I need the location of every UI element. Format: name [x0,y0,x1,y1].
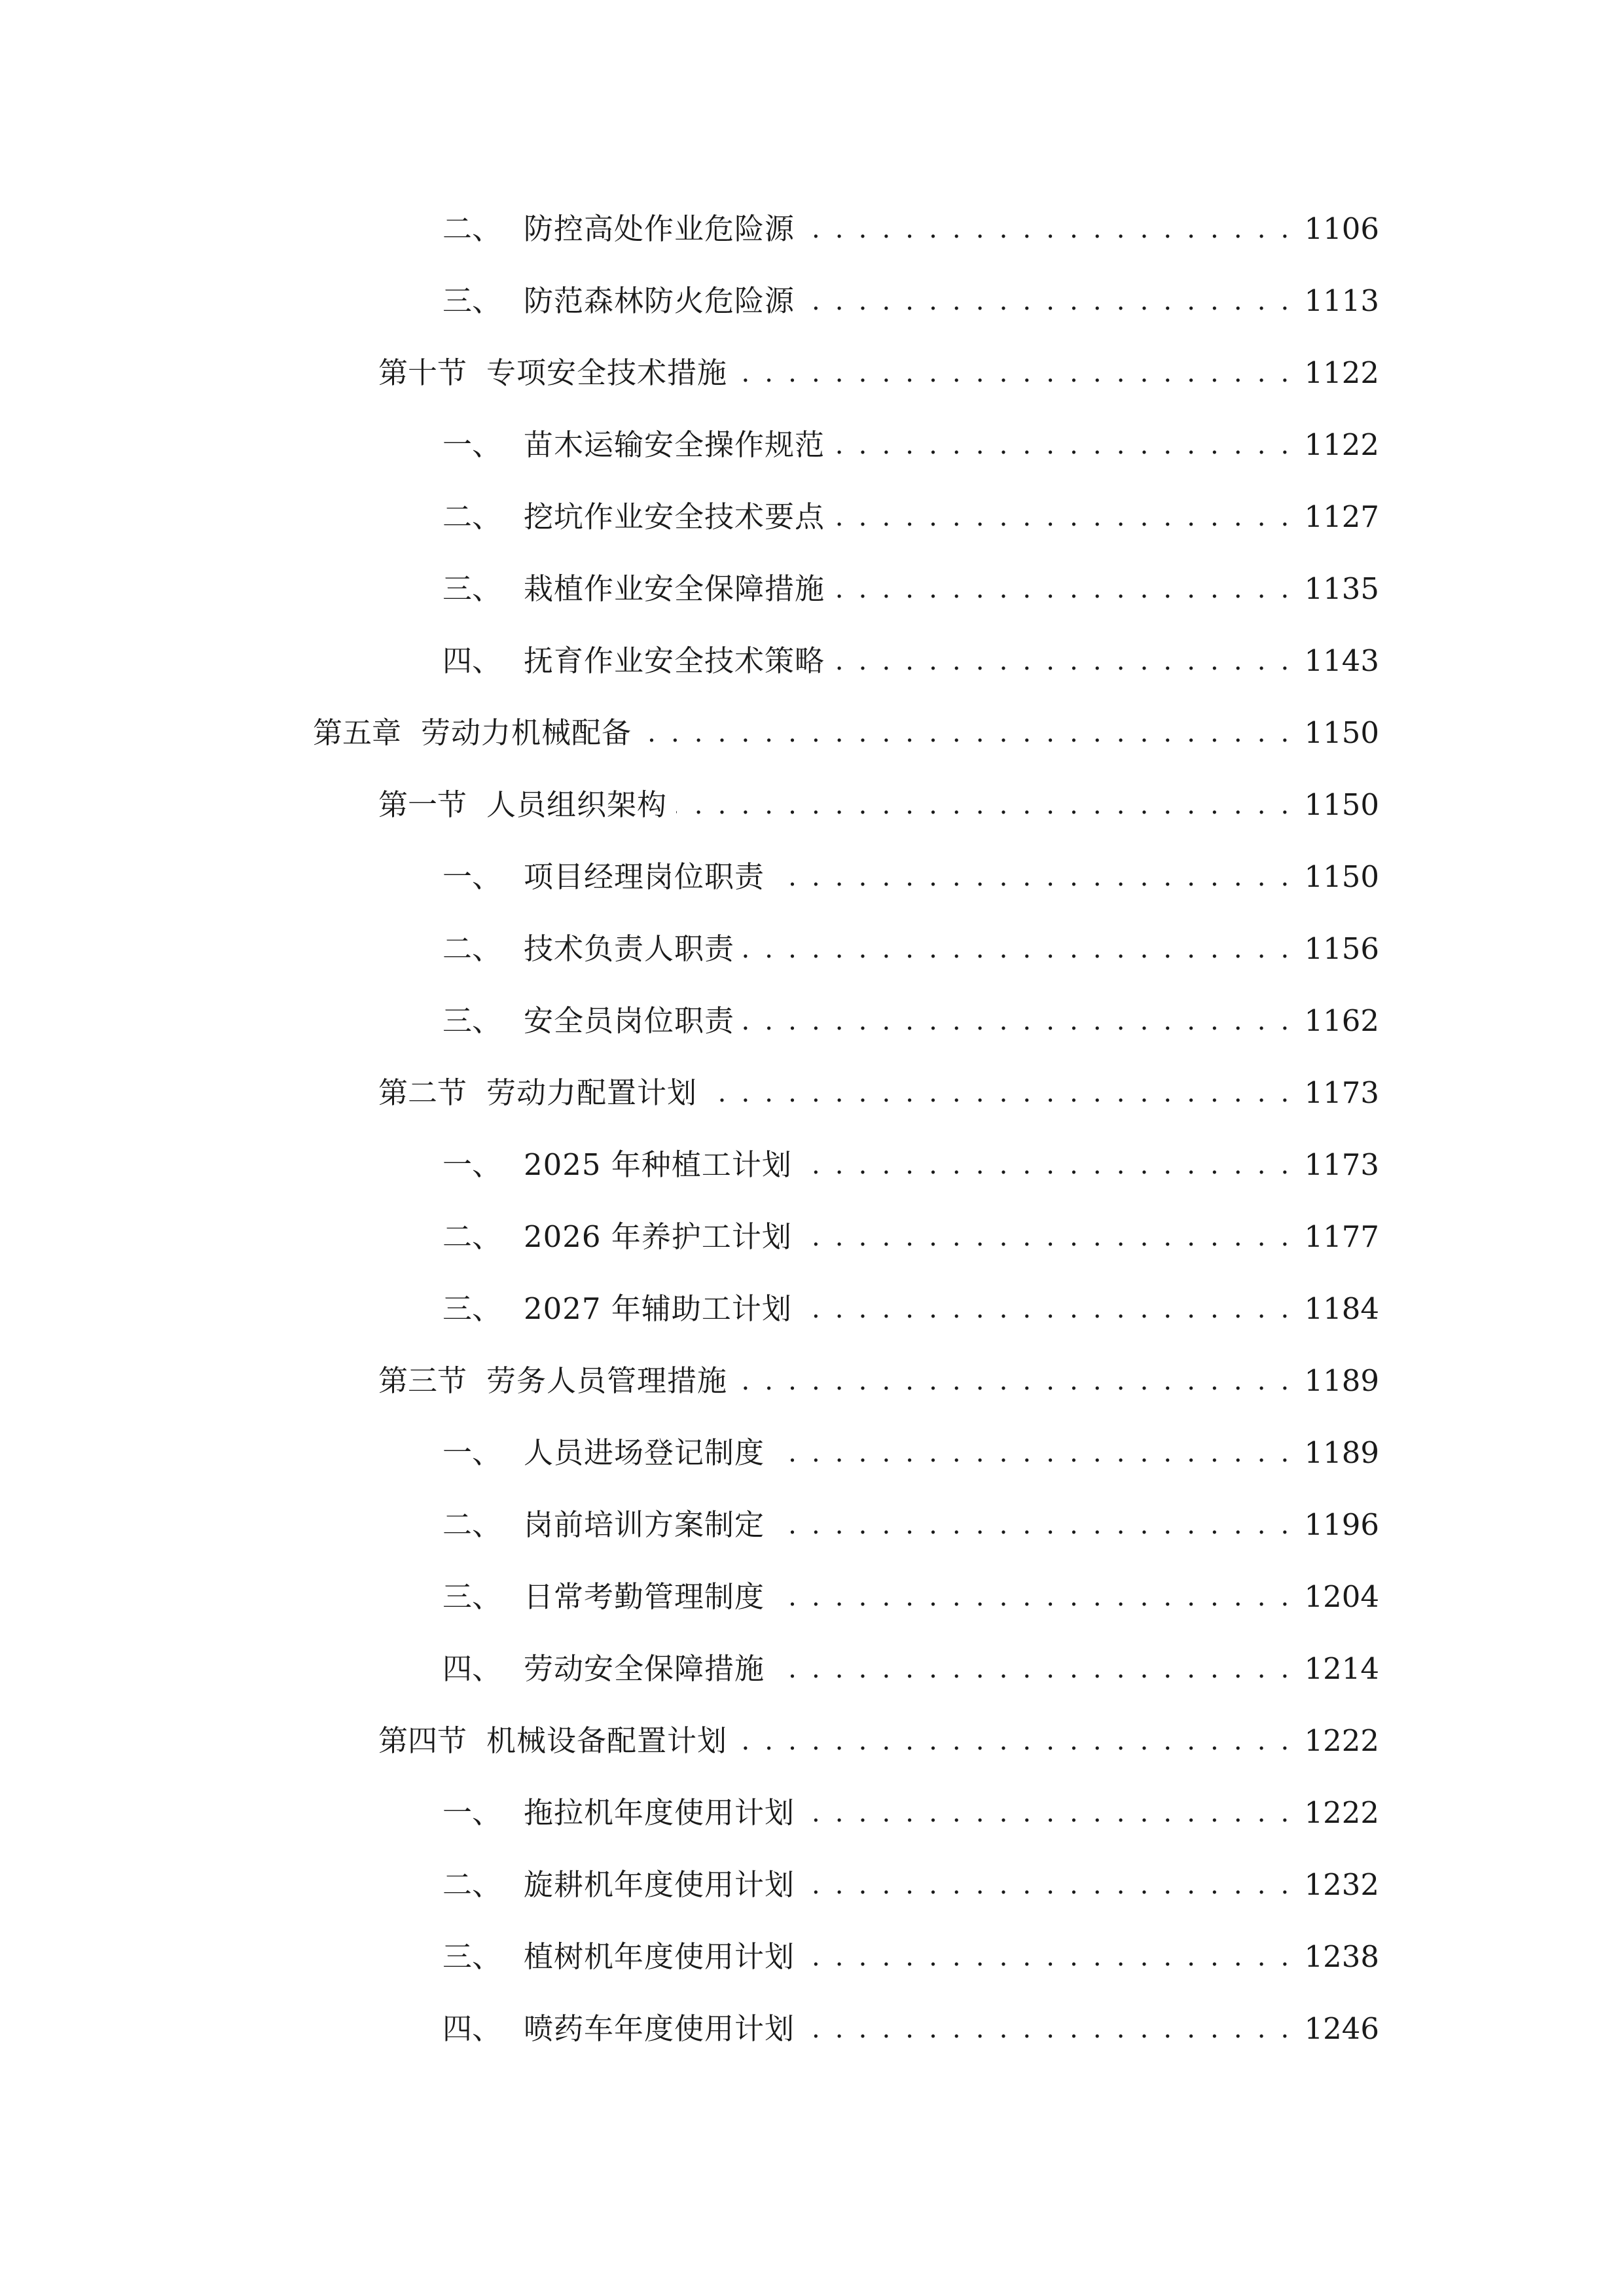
toc-entry-marker: 一、 [442,1147,502,1182]
toc-entry[interactable] [442,1139,1379,1191]
toc-entry-title: 技术负责人职责 [524,931,735,966]
toc-entry-title: 项目经理岗位职责 [524,859,765,894]
toc-entry[interactable] [442,1571,1379,1623]
dot-leader [774,851,1292,903]
toc-entry-title: 2025 年种植工计划 [524,1147,792,1182]
toc-entry-marker: 二、 [442,931,502,966]
dot-leader [641,707,1292,759]
toc-entry[interactable] [442,1859,1379,1911]
toc-entry-title: 2027 年辅助工计划 [524,1291,792,1326]
dot-leader [736,347,1292,399]
dot-leader [834,419,1292,471]
toc-entry-marker: 四、 [442,1651,502,1686]
toc-entry-title: 旋耕机年度使用计划 [524,1867,795,1902]
toc-entry-page-number: 1177 [1304,1219,1379,1254]
toc-entry-page-number: 1232 [1304,1867,1379,1902]
toc-entry[interactable] [442,635,1379,687]
dot-leader [774,1571,1292,1623]
toc-entry-marker: 第二节 [378,1075,467,1110]
toc-entry-page-number: 1162 [1304,1003,1379,1038]
toc-entry[interactable] [442,1427,1379,1479]
dot-leader [834,491,1292,543]
toc-entry-title: 喷药车年度使用计划 [524,2011,795,2046]
toc-entry-page-number: 1238 [1304,1939,1379,1974]
toc-entry-title: 人员进场登记制度 [524,1435,765,1470]
toc-entry-title: 劳务人员管理措施 [486,1363,728,1398]
dot-leader [736,1355,1292,1407]
toc-entry-marker: 四、 [442,2011,502,2046]
toc-entry-marker: 一、 [442,859,502,894]
toc-entry[interactable] [442,563,1379,615]
toc-entry[interactable] [442,1931,1379,1983]
toc-entry-marker: 第四节 [378,1723,467,1758]
dot-leader [804,2003,1292,2055]
toc-entry[interactable] [442,1499,1379,1551]
dot-leader [804,203,1292,255]
toc-entry[interactable] [442,851,1379,903]
dot-leader [676,779,1292,831]
toc-entry[interactable] [442,419,1379,471]
toc-entry-title: 2026 年养护工计划 [524,1219,792,1254]
toc-entry[interactable] [378,779,1379,831]
toc-entry-title: 日常考勤管理制度 [524,1579,765,1614]
toc-entry-page-number: 1113 [1304,283,1379,318]
toc-entry-title: 防控高处作业危险源 [524,211,795,246]
toc-entry-page-number: 1196 [1304,1507,1379,1542]
toc-entry-marker: 二、 [442,1867,502,1902]
toc-entry[interactable] [442,2003,1379,2055]
toc-entry-title: 机械设备配置计划 [486,1723,728,1758]
toc-entry-page-number: 1189 [1304,1363,1379,1398]
toc-entry-marker: 一、 [442,1795,502,1830]
toc-entry-marker: 二、 [442,499,502,534]
toc-entry-title: 植树机年度使用计划 [524,1939,795,1974]
toc-entry-marker: 三、 [442,571,502,606]
toc-entry-title: 人员组织架构 [486,787,668,822]
dot-leader [801,1139,1293,1191]
toc-entry-page-number: 1122 [1304,355,1379,390]
toc-entry-marker: 二、 [442,211,502,246]
toc-entry-page-number: 1214 [1304,1651,1379,1686]
toc-entry-page-number: 1143 [1304,643,1379,678]
toc-entry-page-number: 1150 [1304,859,1379,894]
toc-entry-page-number: 1222 [1304,1723,1379,1758]
toc-entry-page-number: 1150 [1304,787,1379,822]
toc-entry-title: 岗前培训方案制定 [524,1507,765,1542]
toc-entry-page-number: 1122 [1304,427,1379,462]
toc-entry-page-number: 1246 [1304,2011,1379,2046]
dot-leader [801,1283,1293,1335]
dot-leader [736,1715,1292,1767]
toc-entry-marker: 第五章 [313,715,402,750]
toc-entry[interactable] [442,275,1379,327]
toc-entry-page-number: 1173 [1304,1075,1379,1110]
toc-entry[interactable] [442,1787,1379,1839]
toc-entry[interactable] [378,1355,1379,1407]
toc-entry-page-number: 1156 [1304,931,1379,966]
toc-entry-title: 抚育作业安全技术策略 [524,643,825,678]
toc-entry-title: 劳动安全保障措施 [524,1651,765,1686]
toc-entry-title: 栽植作业安全保障措施 [524,571,825,606]
toc-entry-marker: 第一节 [378,787,467,822]
toc-entry-marker: 三、 [442,283,502,318]
toc-entry-page-number: 1127 [1304,499,1379,534]
toc-entry[interactable] [442,491,1379,543]
toc-entry-title: 苗木运输安全操作规范 [524,427,825,462]
toc-entry[interactable] [442,995,1379,1047]
toc-entry-page-number: 1222 [1304,1795,1379,1830]
toc-entry-title: 防范森林防火危险源 [524,283,795,318]
toc-entry-title: 挖坑作业安全技术要点 [524,499,825,534]
dot-leader [804,1859,1292,1911]
toc-entry-marker: 二、 [442,1219,502,1254]
dot-leader [706,1067,1292,1119]
dot-leader [804,1787,1292,1839]
toc-entry[interactable] [442,923,1379,975]
dot-leader [774,1427,1292,1479]
toc-entry[interactable] [378,1067,1379,1119]
toc-entry-page-number: 1189 [1304,1435,1379,1470]
toc-entry[interactable] [442,203,1379,255]
toc-entry[interactable] [442,1643,1379,1695]
dot-leader [744,995,1292,1047]
toc-entry-marker: 四、 [442,643,502,678]
toc-entry-marker: 三、 [442,1939,502,1974]
toc-entry-marker: 二、 [442,1507,502,1542]
dot-leader [804,275,1292,327]
toc-entry-title: 劳动力机械配备 [421,715,632,750]
toc-entry[interactable] [442,1211,1379,1263]
toc-entry-marker: 第三节 [378,1363,467,1398]
dot-leader [801,1211,1293,1263]
toc-entry[interactable] [378,347,1379,399]
toc-entry-page-number: 1106 [1304,211,1379,246]
dot-leader [834,635,1292,687]
toc-entry-marker: 三、 [442,1003,502,1038]
toc-entry[interactable] [313,707,1379,759]
toc-entry-marker: 三、 [442,1579,502,1614]
toc-entry-title: 拖拉机年度使用计划 [524,1795,795,1830]
dot-leader [774,1643,1292,1695]
dot-leader [834,563,1292,615]
toc-entry-page-number: 1150 [1304,715,1379,750]
toc-entry-page-number: 1135 [1304,571,1379,606]
toc-entry-title: 专项安全技术措施 [486,355,728,390]
toc-entry-marker: 一、 [442,1435,502,1470]
toc-entry[interactable] [378,1715,1379,1767]
toc-entry-title: 劳动力配置计划 [486,1075,698,1110]
dot-leader [774,1499,1292,1551]
toc-entry-marker: 三、 [442,1291,502,1326]
toc-entry-title: 安全员岗位职责 [524,1003,735,1038]
toc-entry-marker: 第十节 [378,355,467,390]
toc-entry-page-number: 1204 [1304,1579,1379,1614]
toc-entry-marker: 一、 [442,427,502,462]
toc-entry-page-number: 1184 [1304,1291,1379,1326]
dot-leader [744,923,1292,975]
toc-entry[interactable] [442,1283,1379,1335]
dot-leader [804,1931,1292,1983]
toc-entry-page-number: 1173 [1304,1147,1379,1182]
